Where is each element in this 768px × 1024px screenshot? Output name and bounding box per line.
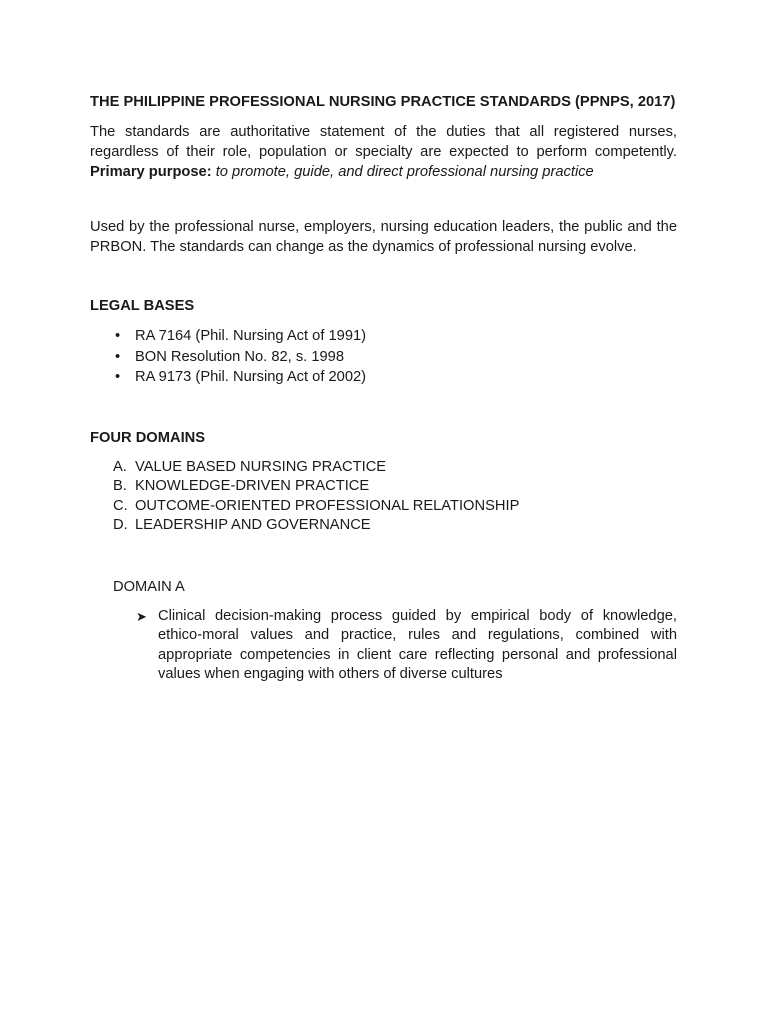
list-item (90, 326, 677, 347)
domain-a-list (90, 607, 677, 685)
list-letter: B. (113, 478, 127, 494)
intro-text: The standards are authoritative statement of the duties that all registered nurses, regardless of their role, population or specialty are expected to perform competently. (90, 124, 677, 160)
document-page (90, 92, 677, 685)
primary-purpose-text: to promote, guide, and direct professional nursing practice (215, 164, 594, 180)
usage-paragraph: Used by the professional nurse, employers, nursing education leaders, the public and the PRBON. The standards can change as the dynamics of professional nursing evolve. (90, 219, 677, 255)
bullet-icon: • (115, 348, 121, 365)
domain-label: LEADERSHIP AND GOVERNANCE (135, 517, 371, 533)
list-item (90, 477, 677, 497)
legal-basis-text: RA 7164 (Phil. Nursing Act of 1991) (135, 328, 367, 344)
domain-label: VALUE BASED NURSING PRACTICE (135, 458, 387, 475)
legal-bases-heading: LEGAL BASES (90, 298, 195, 314)
four-domains-heading: FOUR DOMAINS (90, 429, 206, 446)
list-item (90, 607, 677, 685)
intro-paragraph (90, 122, 677, 182)
four-domains-list (90, 458, 677, 536)
list-item (90, 516, 677, 536)
arrow-bullet-icon: ➤ (136, 608, 147, 624)
domain-a-description: Clinical decision-making process guided by empirical body of knowledge, ethico-moral values and practice, rules and regulations, combined with appropriate competencies in client care reflecting personal and professional values when engaging with others of diverse cultures (158, 607, 677, 682)
list-item (90, 497, 677, 517)
document-title: THE PHILIPPINE PROFESSIONAL NURSING PRACTICE STANDARDS (PPNPS, 2017) (90, 94, 676, 110)
list-item (90, 347, 677, 368)
list-letter: C. (113, 497, 128, 514)
list-item (90, 367, 677, 388)
primary-purpose-label: Primary purpose: (90, 164, 212, 180)
bullet-icon: • (115, 328, 121, 344)
domain-label: KNOWLEDGE-DRIVEN PRACTICE (135, 478, 370, 494)
domain-a-heading: DOMAIN A (113, 578, 185, 595)
list-item (90, 458, 677, 478)
list-letter: A. (113, 458, 127, 475)
legal-basis-text: BON Resolution No. 82, s. 1998 (135, 348, 345, 365)
domain-label: OUTCOME-ORIENTED PROFESSIONAL RELATIONSHIP (135, 497, 520, 514)
legal-basis-text: RA 9173 (Phil. Nursing Act of 2002) (135, 369, 367, 385)
bullet-icon: • (115, 369, 121, 385)
legal-bases-list (90, 326, 677, 388)
list-letter: D. (113, 517, 128, 533)
